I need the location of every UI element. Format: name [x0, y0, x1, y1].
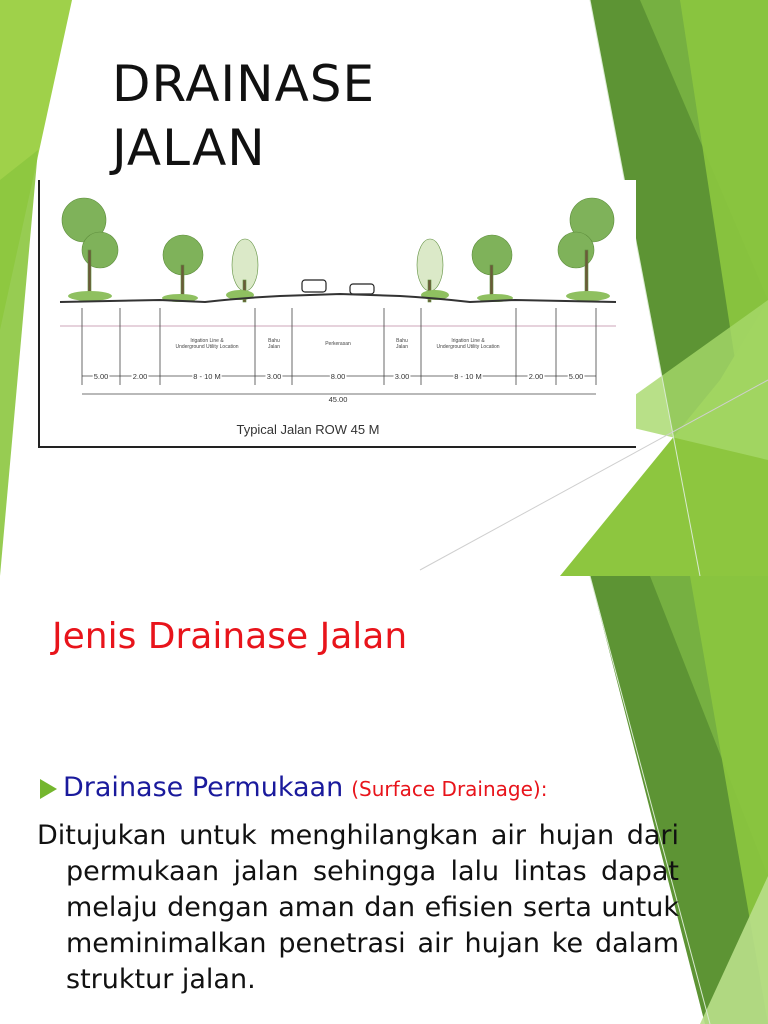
dimension-label: 8 - 10 M — [193, 372, 221, 381]
bullet-item — [40, 772, 547, 803]
svg-text:Jalan: Jalan — [396, 344, 408, 350]
svg-text:Jalan: Jalan — [268, 344, 280, 350]
zone-label: Perkerasan — [325, 341, 351, 347]
total-width-label: 45.00 — [328, 395, 348, 404]
svg-text:Underground Utility Location: Underground Utility Location — [436, 344, 500, 350]
dimension-label: 3.00 — [394, 372, 410, 381]
car-icon — [302, 280, 326, 292]
svg-text:Underground Utility Location: Underground Utility Location — [175, 344, 239, 350]
figure-caption: Typical Jalan ROW 45 M — [236, 422, 380, 437]
bullet-arrow-icon — [40, 779, 57, 799]
tree-icon — [62, 198, 614, 302]
slide-2 — [0, 576, 768, 1024]
car-icon — [350, 284, 374, 294]
zone-label: Bahu — [396, 338, 408, 344]
dimension-label: 8 - 10 M — [454, 372, 482, 381]
dimension-label: 5.00 — [93, 372, 109, 381]
title-line-1: DRAINASE JALAN — [112, 55, 376, 177]
zone-label: Irigation Line & — [190, 338, 224, 344]
body-text: Ditujukan untuk menghilangkan air hujan dari permukaan jalan sehingga lalu lintas dapat melaju dengan aman dan efisien serta untuk meminimalkan penetrasi air hujan ke dalam struktur jalan. — [37, 820, 679, 995]
section-heading: Jenis Drainase Jalan — [52, 616, 408, 657]
dimension-label: 2.00 — [528, 372, 544, 381]
bullet-subtitle: (Surface Drainage): — [351, 777, 548, 801]
dimension-label: 3.00 — [266, 372, 282, 381]
dimension-label: 5.00 — [568, 372, 584, 381]
road-cross-section-figure — [38, 180, 636, 448]
body-paragraph — [37, 818, 679, 998]
dimension-label: 2.00 — [132, 372, 148, 381]
zone-label: Irigation Line & — [451, 338, 485, 344]
zone-label: Bahu — [268, 338, 280, 344]
dimension-label: 8.00 — [330, 372, 346, 381]
bullet-title: Drainase Permukaan — [63, 772, 344, 803]
road-cross-section-drawing — [40, 180, 636, 446]
